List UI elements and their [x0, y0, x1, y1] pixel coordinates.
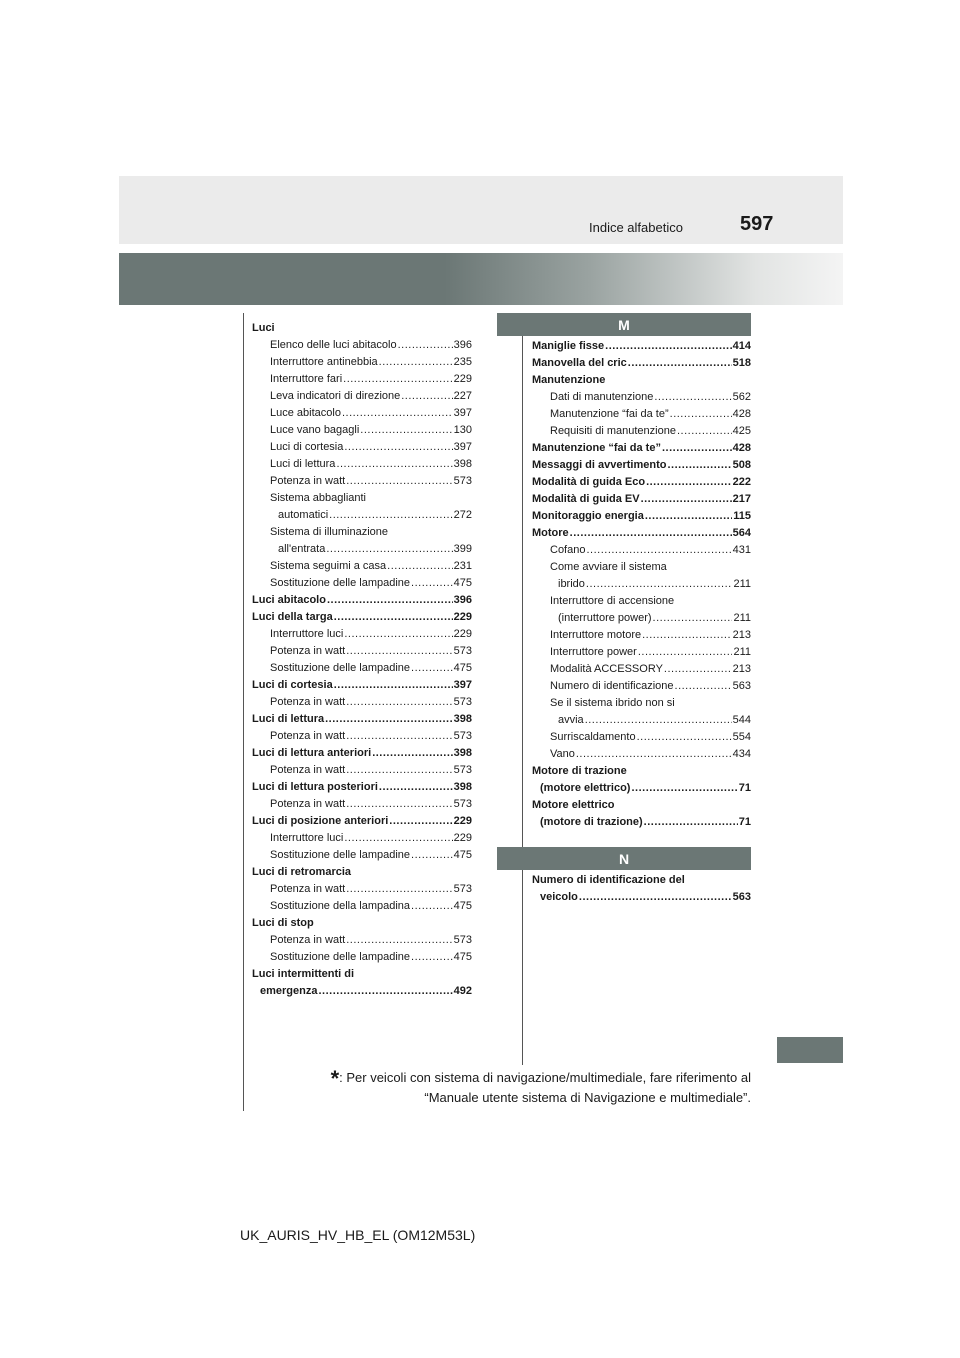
dot-leader	[646, 474, 732, 491]
dot-leader	[346, 643, 452, 660]
index-entry-term: Sistema di illuminazione	[270, 526, 388, 538]
index-entry-page: 229	[453, 832, 472, 844]
index-entry-term: Requisiti di manutenzione	[550, 425, 676, 437]
index-entry-page: 71	[738, 782, 751, 794]
index-entry-term: avvia	[558, 714, 584, 726]
dot-leader	[576, 746, 732, 763]
index-entry-term: Potenza in watt	[270, 934, 346, 946]
index-entry-term: (interruttore power)	[558, 612, 652, 624]
document-code: UK_AURIS_HV_HB_EL (OM12M53L)	[240, 1227, 476, 1243]
index-entry-page: 397	[453, 679, 472, 691]
index-entry-page: 428	[732, 442, 751, 454]
index-entry-page: 475	[453, 662, 472, 674]
index-entry-term: Luci di cortesia	[252, 679, 333, 691]
dot-leader	[343, 371, 453, 388]
index-entry-term: Luci di retromarcia	[252, 866, 352, 878]
index-entry	[252, 643, 472, 660]
index-entry-page: 397	[453, 407, 472, 419]
index-entry	[252, 796, 472, 813]
index-entry-term: Modalità ACCESSORY	[550, 663, 663, 675]
index-entry	[252, 439, 472, 456]
index-entry-term: Manutenzione “fai da te”	[532, 442, 661, 454]
index-entry	[252, 405, 472, 422]
index-entry-term: Luci di lettura anteriori	[252, 747, 372, 759]
index-entry-term: Interruttore luci	[270, 628, 344, 640]
index-entry-term: Luce vano bagagli	[270, 424, 360, 436]
dot-leader	[675, 678, 732, 695]
index-entry-term: Interruttore luci	[270, 832, 344, 844]
index-entry	[532, 338, 751, 355]
index-entry-page: 211	[733, 646, 751, 658]
index-entry-term: Motore elettrico	[532, 799, 615, 811]
index-entry	[532, 474, 751, 491]
thumb-index-tab	[777, 1037, 843, 1063]
index-entry	[252, 745, 472, 762]
dot-leader	[411, 575, 453, 592]
index-entry-term: Luce abitacolo	[270, 407, 341, 419]
index-entry	[252, 507, 472, 524]
index-entry	[532, 576, 751, 593]
dot-leader	[638, 644, 733, 661]
page-number: 597	[740, 213, 774, 235]
index-entry	[532, 814, 751, 831]
index-entry	[532, 712, 751, 729]
index-entry-page: 518	[732, 357, 751, 369]
index-entry-term: Manovella del cric	[532, 357, 627, 369]
column-divider-left	[243, 313, 244, 1111]
index-entry-term: Luci di lettura	[252, 713, 325, 725]
index-column-1	[252, 320, 472, 1000]
index-entry	[252, 983, 472, 1000]
index-entry-term: Sistema seguimi a casa	[270, 560, 387, 572]
index-entry-page: 398	[453, 781, 472, 793]
index-entry	[532, 797, 751, 814]
index-entry-term: Sostituzione della lampadina	[270, 900, 411, 912]
dot-leader	[411, 660, 453, 677]
index-entry-page: 229	[453, 373, 472, 385]
index-entry	[532, 457, 751, 474]
index-entry-page: 213	[732, 663, 751, 675]
index-entry-page: 130	[453, 424, 472, 436]
index-entry	[532, 423, 751, 440]
index-entry	[252, 711, 472, 728]
dot-leader	[346, 762, 452, 779]
dot-leader	[586, 576, 733, 593]
index-entry-term: Modalità di guida EV	[532, 493, 640, 505]
index-entry-term: Potenza in watt	[270, 764, 346, 776]
index-entry-term: Potenza in watt	[270, 475, 346, 487]
index-entry-page: 222	[732, 476, 751, 488]
index-entry-page: 211	[733, 612, 751, 624]
index-entry-term: Interruttore di accensione	[550, 595, 675, 607]
index-entry	[252, 864, 472, 881]
index-entry	[252, 966, 472, 983]
dot-leader	[346, 796, 452, 813]
index-entry	[252, 592, 472, 609]
index-entry-page: 217	[732, 493, 751, 505]
index-entry-term: Sostituzione delle lampadine	[270, 662, 411, 674]
header-bar	[119, 176, 843, 244]
dot-leader	[346, 728, 452, 745]
dot-leader	[668, 457, 732, 474]
dot-leader	[334, 609, 453, 626]
index-entry-term: Numero di identificazione	[550, 680, 674, 692]
index-entry	[532, 389, 751, 406]
index-entry	[532, 610, 751, 627]
index-entry-page: 425	[732, 425, 751, 437]
dot-leader	[585, 712, 732, 729]
footnote	[300, 1068, 751, 1107]
index-entry	[252, 779, 472, 796]
dot-leader	[344, 439, 452, 456]
index-entry-term: Sostituzione delle lampadine	[270, 577, 411, 589]
index-entry	[252, 388, 472, 405]
index-entry	[532, 872, 751, 889]
index-column-2-n	[532, 872, 751, 906]
index-entry-term: automatici	[278, 509, 329, 521]
index-entry-page: 563	[732, 891, 751, 903]
index-entry	[252, 898, 472, 915]
dot-leader	[389, 813, 452, 830]
index-entry-term: Interruttore motore	[550, 629, 642, 641]
index-entry	[252, 881, 472, 898]
index-entry	[252, 813, 472, 830]
index-entry-page: 573	[453, 934, 472, 946]
index-entry	[532, 661, 751, 678]
index-entry-page: 397	[453, 441, 472, 453]
index-entry	[252, 473, 472, 490]
dot-leader	[346, 881, 452, 898]
index-entry	[252, 830, 472, 847]
footnote-line-1: : Per veicoli con sistema di navigazione/multimediale, fare riferimento al	[339, 1070, 751, 1085]
index-entry	[532, 491, 751, 508]
index-entry-term: Motore di trazione	[532, 765, 627, 777]
index-entry-page: 229	[453, 628, 472, 640]
dot-leader	[662, 440, 732, 457]
index-entry	[252, 677, 472, 694]
index-entry	[252, 558, 472, 575]
index-entry-term: Vano	[550, 748, 575, 760]
index-entry	[532, 508, 751, 525]
index-entry-page: 213	[732, 629, 751, 641]
index-entry-term: Manutenzione	[532, 374, 606, 386]
index-entry	[532, 780, 751, 797]
index-entry	[532, 763, 751, 780]
index-entry	[532, 695, 751, 712]
index-entry-term: Sistema abbaglianti	[270, 492, 367, 504]
index-entry	[252, 337, 472, 354]
index-entry-page: 229	[453, 611, 472, 623]
index-entry-term: Elenco delle luci abitacolo	[270, 339, 397, 351]
dot-leader	[664, 661, 732, 678]
index-entry-page: 492	[453, 985, 472, 997]
dot-leader	[326, 541, 452, 558]
index-entry-term: Interruttore antinebbia	[270, 356, 378, 368]
index-entry	[532, 729, 751, 746]
index-entry-page: 398	[453, 747, 472, 759]
index-entry-term: Manutenzione “fai da te”	[550, 408, 669, 420]
dot-leader	[346, 932, 452, 949]
index-entry-term: Se il sistema ibrido non si	[550, 697, 675, 709]
dot-leader	[401, 388, 452, 405]
index-entry-term: Luci di lettura posteriori	[252, 781, 378, 793]
index-entry-term: Potenza in watt	[270, 883, 346, 895]
index-entry-term: Modalità di guida Eco	[532, 476, 646, 488]
dot-leader	[344, 626, 452, 643]
index-entry-term: Luci di cortesia	[270, 441, 344, 453]
index-entry-page: 71	[738, 816, 751, 828]
column-divider-middle	[522, 313, 523, 1065]
index-entry-page: 398	[453, 458, 472, 470]
index-entry	[252, 694, 472, 711]
dot-leader	[398, 337, 453, 354]
index-entry-page: 562	[732, 391, 751, 403]
dot-leader	[336, 456, 452, 473]
index-entry	[532, 542, 751, 559]
index-entry	[532, 627, 751, 644]
index-entry	[252, 456, 472, 473]
index-entry-term: Luci	[252, 322, 275, 334]
dot-leader	[411, 898, 453, 915]
index-entry	[252, 949, 472, 966]
footnote-star: *	[330, 1066, 340, 1091]
index-entry-page: 544	[732, 714, 751, 726]
dot-leader	[586, 542, 731, 559]
index-entry	[532, 440, 751, 457]
section-title: Indice alfabetico	[589, 220, 683, 235]
index-entry-page: 399	[453, 543, 472, 555]
index-entry-term: (motore di trazione)	[540, 816, 643, 828]
index-entry-page: 235	[453, 356, 472, 368]
dot-leader	[372, 745, 452, 762]
index-entry-term: (motore elettrico)	[540, 782, 631, 794]
index-column-2-m	[532, 338, 751, 831]
index-entry-page: 573	[453, 764, 472, 776]
index-entry-term: all'entrata	[278, 543, 326, 555]
index-entry-term: Maniglie fisse	[532, 340, 605, 352]
index-entry	[532, 372, 751, 389]
index-entry-term: Cofano	[550, 544, 586, 556]
dot-leader	[579, 889, 732, 906]
index-entry-term: Luci abitacolo	[252, 594, 326, 606]
index-entry	[252, 932, 472, 949]
index-entry	[532, 406, 751, 423]
index-entry-term: Motore	[532, 527, 569, 539]
index-entry-page: 554	[732, 731, 751, 743]
index-entry-page: 475	[453, 951, 472, 963]
index-entry-page: 231	[453, 560, 472, 572]
index-entry	[252, 320, 472, 337]
dot-leader	[329, 507, 453, 524]
dot-leader	[677, 423, 732, 440]
index-entry	[252, 524, 472, 541]
index-entry-page: 115	[733, 510, 751, 522]
index-entry-page: 396	[453, 594, 472, 606]
dot-leader	[411, 847, 453, 864]
index-entry-term: Interruttore power	[550, 646, 637, 658]
index-entry	[252, 660, 472, 677]
dot-leader	[334, 677, 453, 694]
index-entry-page: 564	[732, 527, 751, 539]
index-entry-term: Luci intermittenti di	[252, 968, 355, 980]
index-entry-page: 398	[453, 713, 472, 725]
dot-leader	[327, 592, 453, 609]
index-entry-page: 272	[453, 509, 472, 521]
dot-leader	[653, 610, 733, 627]
dot-leader	[318, 983, 452, 1000]
dot-leader	[411, 949, 453, 966]
index-entry-term: Monitoraggio energia	[532, 510, 644, 522]
index-entry	[532, 593, 751, 610]
index-entry-page: 573	[453, 798, 472, 810]
index-entry-term: Numero di identificazione del	[532, 874, 685, 886]
index-entry-term: Potenza in watt	[270, 696, 346, 708]
index-entry	[252, 609, 472, 626]
index-entry-page: 227	[453, 390, 472, 402]
index-entry-term: emergenza	[260, 985, 318, 997]
index-entry-page: 573	[453, 645, 472, 657]
letter-heading-m: M	[497, 313, 751, 336]
index-entry-page: 434	[732, 748, 751, 760]
index-entry	[252, 626, 472, 643]
index-entry-term: Dati di manutenzione	[550, 391, 654, 403]
dot-leader	[605, 338, 732, 355]
dot-leader	[641, 491, 732, 508]
dot-leader	[644, 814, 738, 831]
index-entry-page: 573	[453, 730, 472, 742]
header-gradient-band	[119, 253, 843, 305]
index-entry	[532, 678, 751, 695]
index-entry	[252, 762, 472, 779]
index-entry-term: veicolo	[540, 891, 578, 903]
index-entry-term: Come avviare il sistema	[550, 561, 667, 573]
dot-leader	[654, 389, 731, 406]
index-entry	[252, 575, 472, 592]
dot-leader	[379, 354, 453, 371]
index-entry-term: Sostituzione delle lampadine	[270, 849, 411, 861]
index-entry	[532, 889, 751, 906]
index-entry-page: 414	[732, 340, 751, 352]
index-entry-term: Messaggi di avvertimento	[532, 459, 667, 471]
index-entry-page: 475	[453, 577, 472, 589]
index-entry-term: ibrido	[558, 578, 585, 590]
footnote-line-2: “Manuale utente sistema di Navigazione e multimediale”.	[424, 1090, 751, 1105]
dot-leader	[628, 355, 732, 372]
index-entry	[532, 355, 751, 372]
index-entry-term: Potenza in watt	[270, 730, 346, 742]
index-entry	[252, 371, 472, 388]
dot-leader	[631, 780, 737, 797]
index-entry-page: 475	[453, 900, 472, 912]
index-entry-term: Luci di posizione anteriori	[252, 815, 389, 827]
index-entry-term: Leva indicatori di direzione	[270, 390, 401, 402]
letter-heading-n: N	[497, 847, 751, 870]
dot-leader	[645, 508, 732, 525]
index-entry	[252, 354, 472, 371]
index-entry-page: 229	[453, 815, 472, 827]
index-entry-term: Luci di stop	[252, 917, 314, 929]
index-entry	[252, 490, 472, 507]
dot-leader	[360, 422, 452, 439]
dot-leader	[342, 405, 453, 422]
index-entry-page: 563	[732, 680, 751, 692]
index-entry	[532, 525, 751, 542]
index-entry-term: Luci di lettura	[270, 458, 336, 470]
index-entry	[252, 728, 472, 745]
dot-leader	[642, 627, 732, 644]
index-entry-page: 211	[733, 578, 751, 590]
index-entry-page: 573	[453, 475, 472, 487]
index-entry	[532, 746, 751, 763]
dot-leader	[387, 558, 452, 575]
dot-leader	[346, 694, 452, 711]
index-entry	[252, 541, 472, 558]
dot-leader	[570, 525, 732, 542]
index-entry-page: 573	[453, 883, 472, 895]
dot-leader	[379, 779, 453, 796]
dot-leader	[670, 406, 732, 423]
index-entry	[252, 422, 472, 439]
dot-leader	[637, 729, 732, 746]
dot-leader	[344, 830, 452, 847]
index-entry-term: Potenza in watt	[270, 798, 346, 810]
index-entry	[532, 559, 751, 576]
index-entry-page: 573	[453, 696, 472, 708]
index-entry-page: 396	[453, 339, 472, 351]
index-entry-term: Surriscaldamento	[550, 731, 636, 743]
index-entry-term: Sostituzione delle lampadine	[270, 951, 411, 963]
index-entry-page: 508	[732, 459, 751, 471]
index-entry-term: Potenza in watt	[270, 645, 346, 657]
dot-leader	[346, 473, 452, 490]
index-entry-page: 475	[453, 849, 472, 861]
index-entry	[252, 915, 472, 932]
dot-leader	[325, 711, 453, 728]
index-entry-term: Interruttore fari	[270, 373, 343, 385]
index-entry-page: 431	[732, 544, 751, 556]
index-entry-term: Luci della targa	[252, 611, 333, 623]
index-entry	[532, 644, 751, 661]
index-entry-page: 428	[732, 408, 751, 420]
index-entry	[252, 847, 472, 864]
